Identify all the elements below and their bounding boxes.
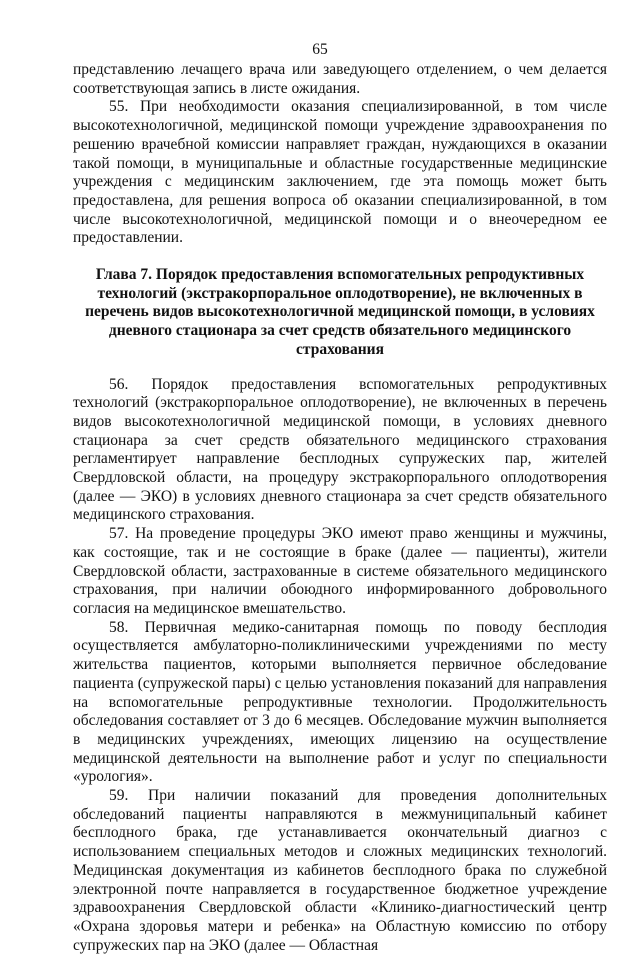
document-body <box>73 61 607 955</box>
paragraph-continuation: представлению лечащего врача или заведующего отделением, о чем делается соответствующая запись в листе ожидания. <box>73 61 607 97</box>
paragraph-59: 59. При наличии показаний для проведения дополнительных обследований пациенты направляются в межмуниципальный кабинет бесплодного брака, где устанавливается окончательный диагноз с использованием специальных методов и сложных медицинских технологий. Медицинская документация из кабинетов бесплодного брака по служебной электронной почте направляется в государственное бюджетное учреждение здравоохранения Свердловской области «Клинико-диагностический центр «Охрана здоровья матери и ребенка» на Областную комиссию по отбору супружеских пар на ЭКО (далее — Областная <box>73 787 607 954</box>
paragraph-58: 58. Первичная медико-санитарная помощь по поводу бесплодия осуществляется амбулаторно-поликлиническими учреждениями по месту жительства пациентов, которыми выполняется первичное обследование пациента (супружеской пары) с целью установления показаний для направления на вспомогательные репродуктивные технологии. Продолжительность обследования составляет от 3 до 6 месяцев. Обследование мужчин выполняется в медицинских учреждениях, имеющих лицензию на осуществление медицинской деятельности на выполнение работ и услуг по специальности «урология». <box>73 618 607 786</box>
chapter-title: Глава 7. Порядок предоставления вспомогательных репродуктивных технологий (экстракорпоральное оплодотворение), не включенных в перечень видов высокотехнологичной медицинской помощи, в условиях дневного стационара за счет средств обязательного медицинского страхования <box>85 266 595 358</box>
paragraph-55: 55. При необходимости оказания специализированной, в том числе высокотехнологичной, медицинской помощи учреждение здравоохранения по решению врачебной комиссии направляет граждан, нуждающихся в оказании такой помощи, в муниципальные и областные государственные медицинские учреждения с медицинским заключением, где эта помощь может быть предоставлена, для решения вопроса об оказании специализированной, в том числе высокотехнологичной, медицинской помощи и о внеочередном ее предоставлении. <box>73 98 607 247</box>
paragraph-57: 57. На проведение процедуры ЭКО имеют право женщины и мужчины, как состоящие, так и не состоящие в браке (далее — пациенты), жители Свердловской области, застрахованные в системе обязательного медицинского страхования, при наличии обоюдного информированного добровольного согласия на медицинское вмешательство. <box>73 525 607 617</box>
paragraph-56: 56. Порядок предоставления вспомогательных репродуктивных технологий (экстракорпоральное оплодотворение), не включенных в перечень видов высокотехнологичной медицинской помощи, в условиях дневного стационара за счет средств обязательного медицинского страхования регламентирует направление бесплодных супружеских пар, жителей Свердловской области, на процедуру экстракорпорального оплодотворения (далее — ЭКО) в условиях дневного стационара за счет средств обязательного медицинского страхования. <box>73 375 607 524</box>
page-number: 65 <box>312 41 328 58</box>
